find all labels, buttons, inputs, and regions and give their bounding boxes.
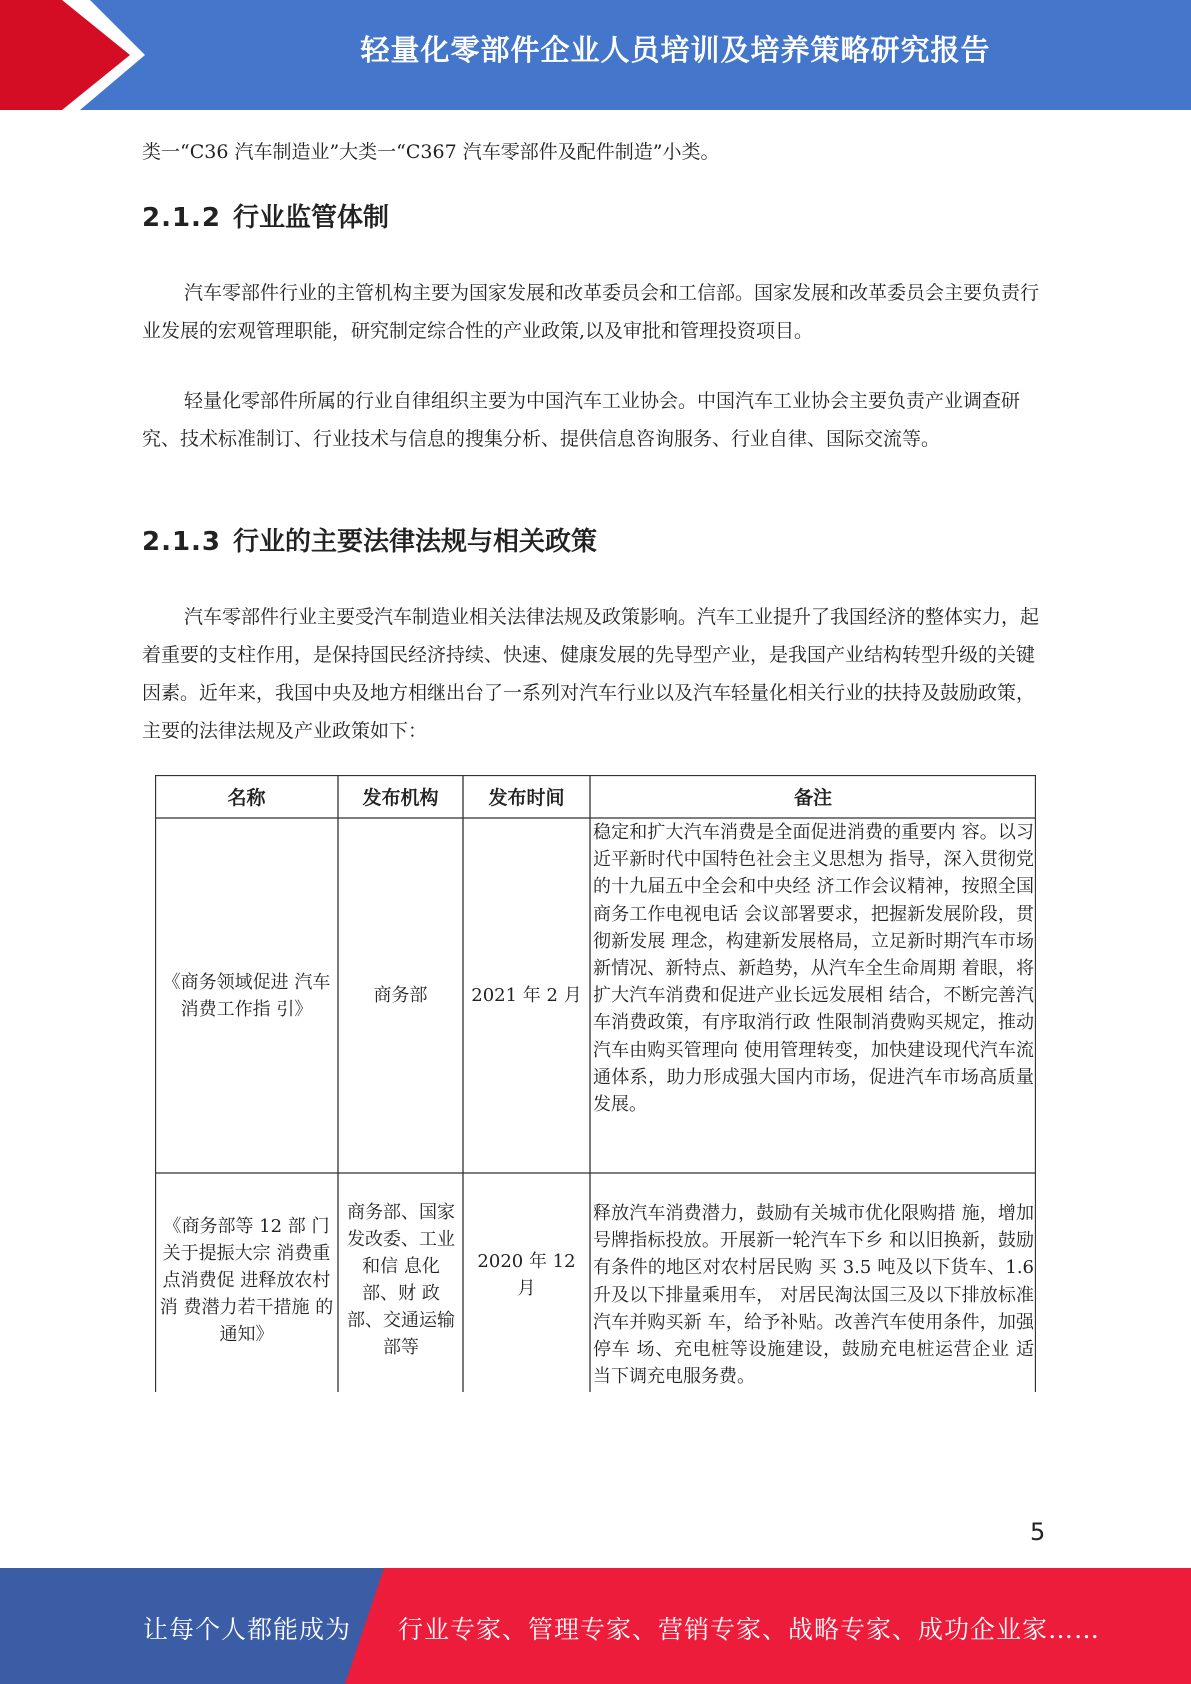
header-chevron-decoration xyxy=(0,0,150,110)
section-heading-2-1-2 xyxy=(142,200,389,236)
section-number: 2.1.3 xyxy=(142,527,222,557)
paragraph-regulator: 汽车零部件行业的主管机构主要为国家发展和改革委员会和工信部。国家发展和改革委员会主要负责行业发展的宏观管理职能，研究制定综合性的产业政策,以及审批和管理投资项目。 xyxy=(142,282,1040,342)
section-title: 行业监管体制 xyxy=(233,203,390,233)
section-number: 2.1.2 xyxy=(142,203,222,233)
header-title: 轻量化零部件企业人员培训及培养策略研究报告 xyxy=(360,33,991,67)
paragraph-policy-intro: 汽车零部件行业主要受汽车制造业相关法律法规及政策影响。汽车工业提升了我国经济的整体实力，起着重要的支柱作用，是保持国民经济持续、快速、健康发展的先导型产业，是我国产业结构转型升级的关键因素。近年来，我国中央及地方相继出台了一系列对汽车行业以及汽车轻量化相关行业的扶持及鼓励政策，主要的法律法规及产业政策如下： xyxy=(142,606,1040,742)
policy-table xyxy=(155,775,1036,1392)
table-row-1-name: 《商务领域促进 汽车消费工作指 引》 xyxy=(162,971,331,1020)
paragraph-self-regulation: 轻量化零部件所属的行业自律组织主要为中国汽车工业协会。中国汽车工业协会主要负责产业调查研究、技术标准制订、行业技术与信息的搜集分析、提供信息咨询服务、行业自律、国际交流等。 xyxy=(142,390,1021,450)
table-header-note: 备注 xyxy=(793,787,832,809)
footer-slogan-left: 让每个人都能成为 xyxy=(143,1615,352,1644)
table-row-2-name: 《商务部等 12 部 门关于提振大宗 消费重点消费促 进释放农村消 费潜力若干措施 的通知》 xyxy=(159,1215,334,1345)
table-row-2-date: 2020 年 12 月 xyxy=(477,1251,576,1299)
table-row-1-date: 2021 年 2 月 xyxy=(471,985,582,1006)
table-header-org: 发布机构 xyxy=(362,787,439,809)
page-header xyxy=(0,0,1191,110)
table-header-date: 发布时间 xyxy=(488,787,565,809)
table-row-1-note: 稳定和扩大汽车消费是全面促进消费的重要内 容。以习近平新时代中国特色社会主义思想为 指导，深入贯彻党的十九届五中全会和中央经 济工作会议精神，按照全国商务工作电视电话 会议部署要求，把握新发展阶段，贯彻新发展 理念，构建新发展格局，立足新时期汽车市场 新情况、新特点、新趋势，从汽车全生命周期 着眼，将扩大汽车消费和促进产业长远发展相 结合，不断完善汽车消费政策，有序取消行政 性限制消费购买规定，推动汽车由购买管理向 使用管理转变，加快建设现代汽车流通体系，助力形成强大国内市场，促进汽车市场高质量 发展。 xyxy=(593,822,1034,1116)
table-header-name: 名称 xyxy=(227,787,266,809)
table-row-2-note: 释放汽车消费潜力，鼓励有关城市优化限购措 施，增加号牌指标投放。开展新一轮汽车下乡 和以旧换新，鼓励有条件的地区对农村居民购 买 3.5 吨及以下货车、1.6 升及以下排量乘用车， 对居民淘汰国三及以下排放标准汽车并购买新 车，给予补贴。改善汽车使用条件，加强停车 场、充电桩等设施建设，鼓励充电桩运营企业 适当下调充电服务费。 xyxy=(593,1203,1034,1388)
table-row-1-org: 商务部 xyxy=(373,985,428,1006)
page-number: 5 xyxy=(1030,1518,1046,1546)
section-title: 行业的主要法律法规与相关政策 xyxy=(233,527,598,557)
footer-slogan-right: 行业专家、管理专家、营销专家、战略专家、成功企业家…… xyxy=(398,1615,1101,1644)
table-row-2-org: 商务部、国家发改委、工业和信 息化部、财 政部、交通运输部等 xyxy=(347,1202,455,1358)
intro-line: 类一“C36 汽车制造业”大类一“C367 汽车零部件及配件制造”小类。 xyxy=(142,141,720,163)
section-heading-2-1-3 xyxy=(142,524,597,560)
